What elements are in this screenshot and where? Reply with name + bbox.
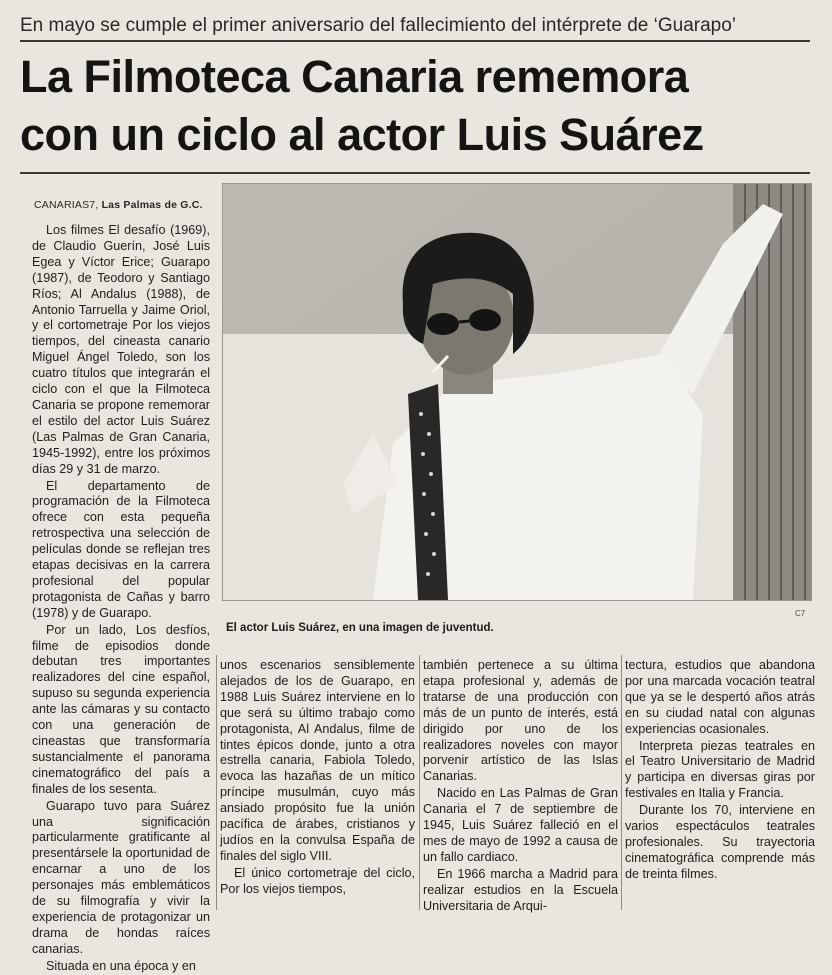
- column-divider: [621, 655, 622, 910]
- article-column-4: [625, 658, 815, 914]
- article-kicker: En mayo se cumple el primer aniversario del fallecimiento del intérprete de ‘Guarapo’: [20, 15, 737, 36]
- article-column-1: [32, 223, 210, 973]
- kicker-divider: [20, 40, 810, 42]
- column-divider: [419, 655, 420, 910]
- actor-photo: [222, 183, 812, 601]
- paragraph: también pertenece a su última etapa profesional y, además de tratarse de una producción con más de un punto de interés, está dirigido por uno de los realizadores noveles con mayor porvenir artístico de las Islas Canarias.: [423, 658, 618, 784]
- paragraph: tectura, estudios que abandona por una marcada vocación teatral que ya se le despertó años atrás en su ciudad natal con algunas experiencias ocasionales.: [625, 658, 815, 736]
- column-divider: [216, 655, 217, 910]
- paragraph: unos escenarios sensiblemente alejados de los de Guarapo, en 1988 Luis Suárez interviene en lo que será su último trabajo como protagonista, Al Andalus, filme de tintes épicos donde, junto a otra estrella canaria, Fabiola Toledo, evoca las hazañas de un mítico príncipe musulmán, cuyo más ansiado propósito fue la unión pacífica de árabes, cristianos y judíos en la convulsa España de finales del siglo VIII.: [220, 658, 415, 863]
- paragraph: Guarapo tuvo para Suárez una significación particularmente gratificante al presentársele la oportunidad de encarnar a uno de los personajes más emblemáticos de su filmografía y vivir la experiencia de protagonizar un drama de hondas raíces canarias.: [32, 798, 210, 956]
- article-column-3: [423, 658, 618, 914]
- byline-place: Las Palmas de G.C.: [101, 199, 203, 211]
- paragraph: Nacido en Las Palmas de Gran Canaria el 7 de septiembre de 1945, Luis Suárez falleció en el mes de mayo de 1992 a causa de un fallo cardiaco.: [423, 786, 618, 864]
- paragraph: En 1966 marcha a Madrid para realizar estudios en la Escuela Universitaria de Arqui-: [423, 866, 618, 913]
- paragraph: Durante los 70, interviene en varios espectáculos teatrales profesionales. Su trayectoria cinematográfica comprende más de treinta filmes.: [625, 803, 815, 881]
- paragraph: Por un lado, Los desfíos, filme de episodios donde debutan tres importantes realizadores del cine español, supuso su segunda experiencia ante las cámaras y su contacto con una generación de cineastas que transformaría sustancialmente el panorama cinematográfico del país a finales de los sesenta.: [32, 622, 210, 796]
- paragraph: El único cortometraje del ciclo, Por los viejos tiempos,: [220, 865, 415, 896]
- actor-photo-illustration: [223, 184, 811, 600]
- byline-agency: CANARIAS7,: [34, 199, 102, 211]
- paragraph: Situada en una época y en: [46, 958, 196, 973]
- photo-caption: El actor Luis Suárez, en una imagen de juventud.: [226, 622, 494, 634]
- headline-line-2: con un ciclo al actor Luis Suárez: [20, 109, 704, 160]
- paragraph: El departamento de programación de la Filmoteca ofrece con esta pequeña retrospectiva una selección de películas donde se reflejan tres etapas decisivas en la carrera profesional del popular protagonista de Cañas y barro (1978) y de Guarapo.: [32, 478, 210, 620]
- headline-divider: [20, 172, 810, 174]
- article-headline: [20, 48, 820, 164]
- article-column-2: [220, 658, 415, 914]
- paragraph: Los filmes El desafío (1969), de Claudio Guerín, José Luis Egea y Víctor Erice; Guarapo (1987), de Teodoro y Santiago Ríos; Al Andalus (1988), de Antonio Tarruella y Jaime Oriol, y el cortometraje Por los viejos tiempos, del cineasta canario Miguel Ángel Toledo, son los cuatro títulos que integrarán el ciclo con el que la Filmoteca Canaria se propone rememorar el estilo del actor Luis Suárez (Las Palmas de Gran Canaria, 1945-1992), entre los próximos días 29 y 31 de marzo.: [32, 223, 210, 476]
- byline: [34, 199, 203, 211]
- photo-credit: C7: [795, 609, 806, 618]
- paragraph: Interpreta piezas teatrales en el Teatro Universitario de Madrid y participa en diversas giras por festivales en Italia y Francia.: [625, 738, 815, 801]
- headline-line-1: La Filmoteca Canaria rememora: [20, 51, 689, 102]
